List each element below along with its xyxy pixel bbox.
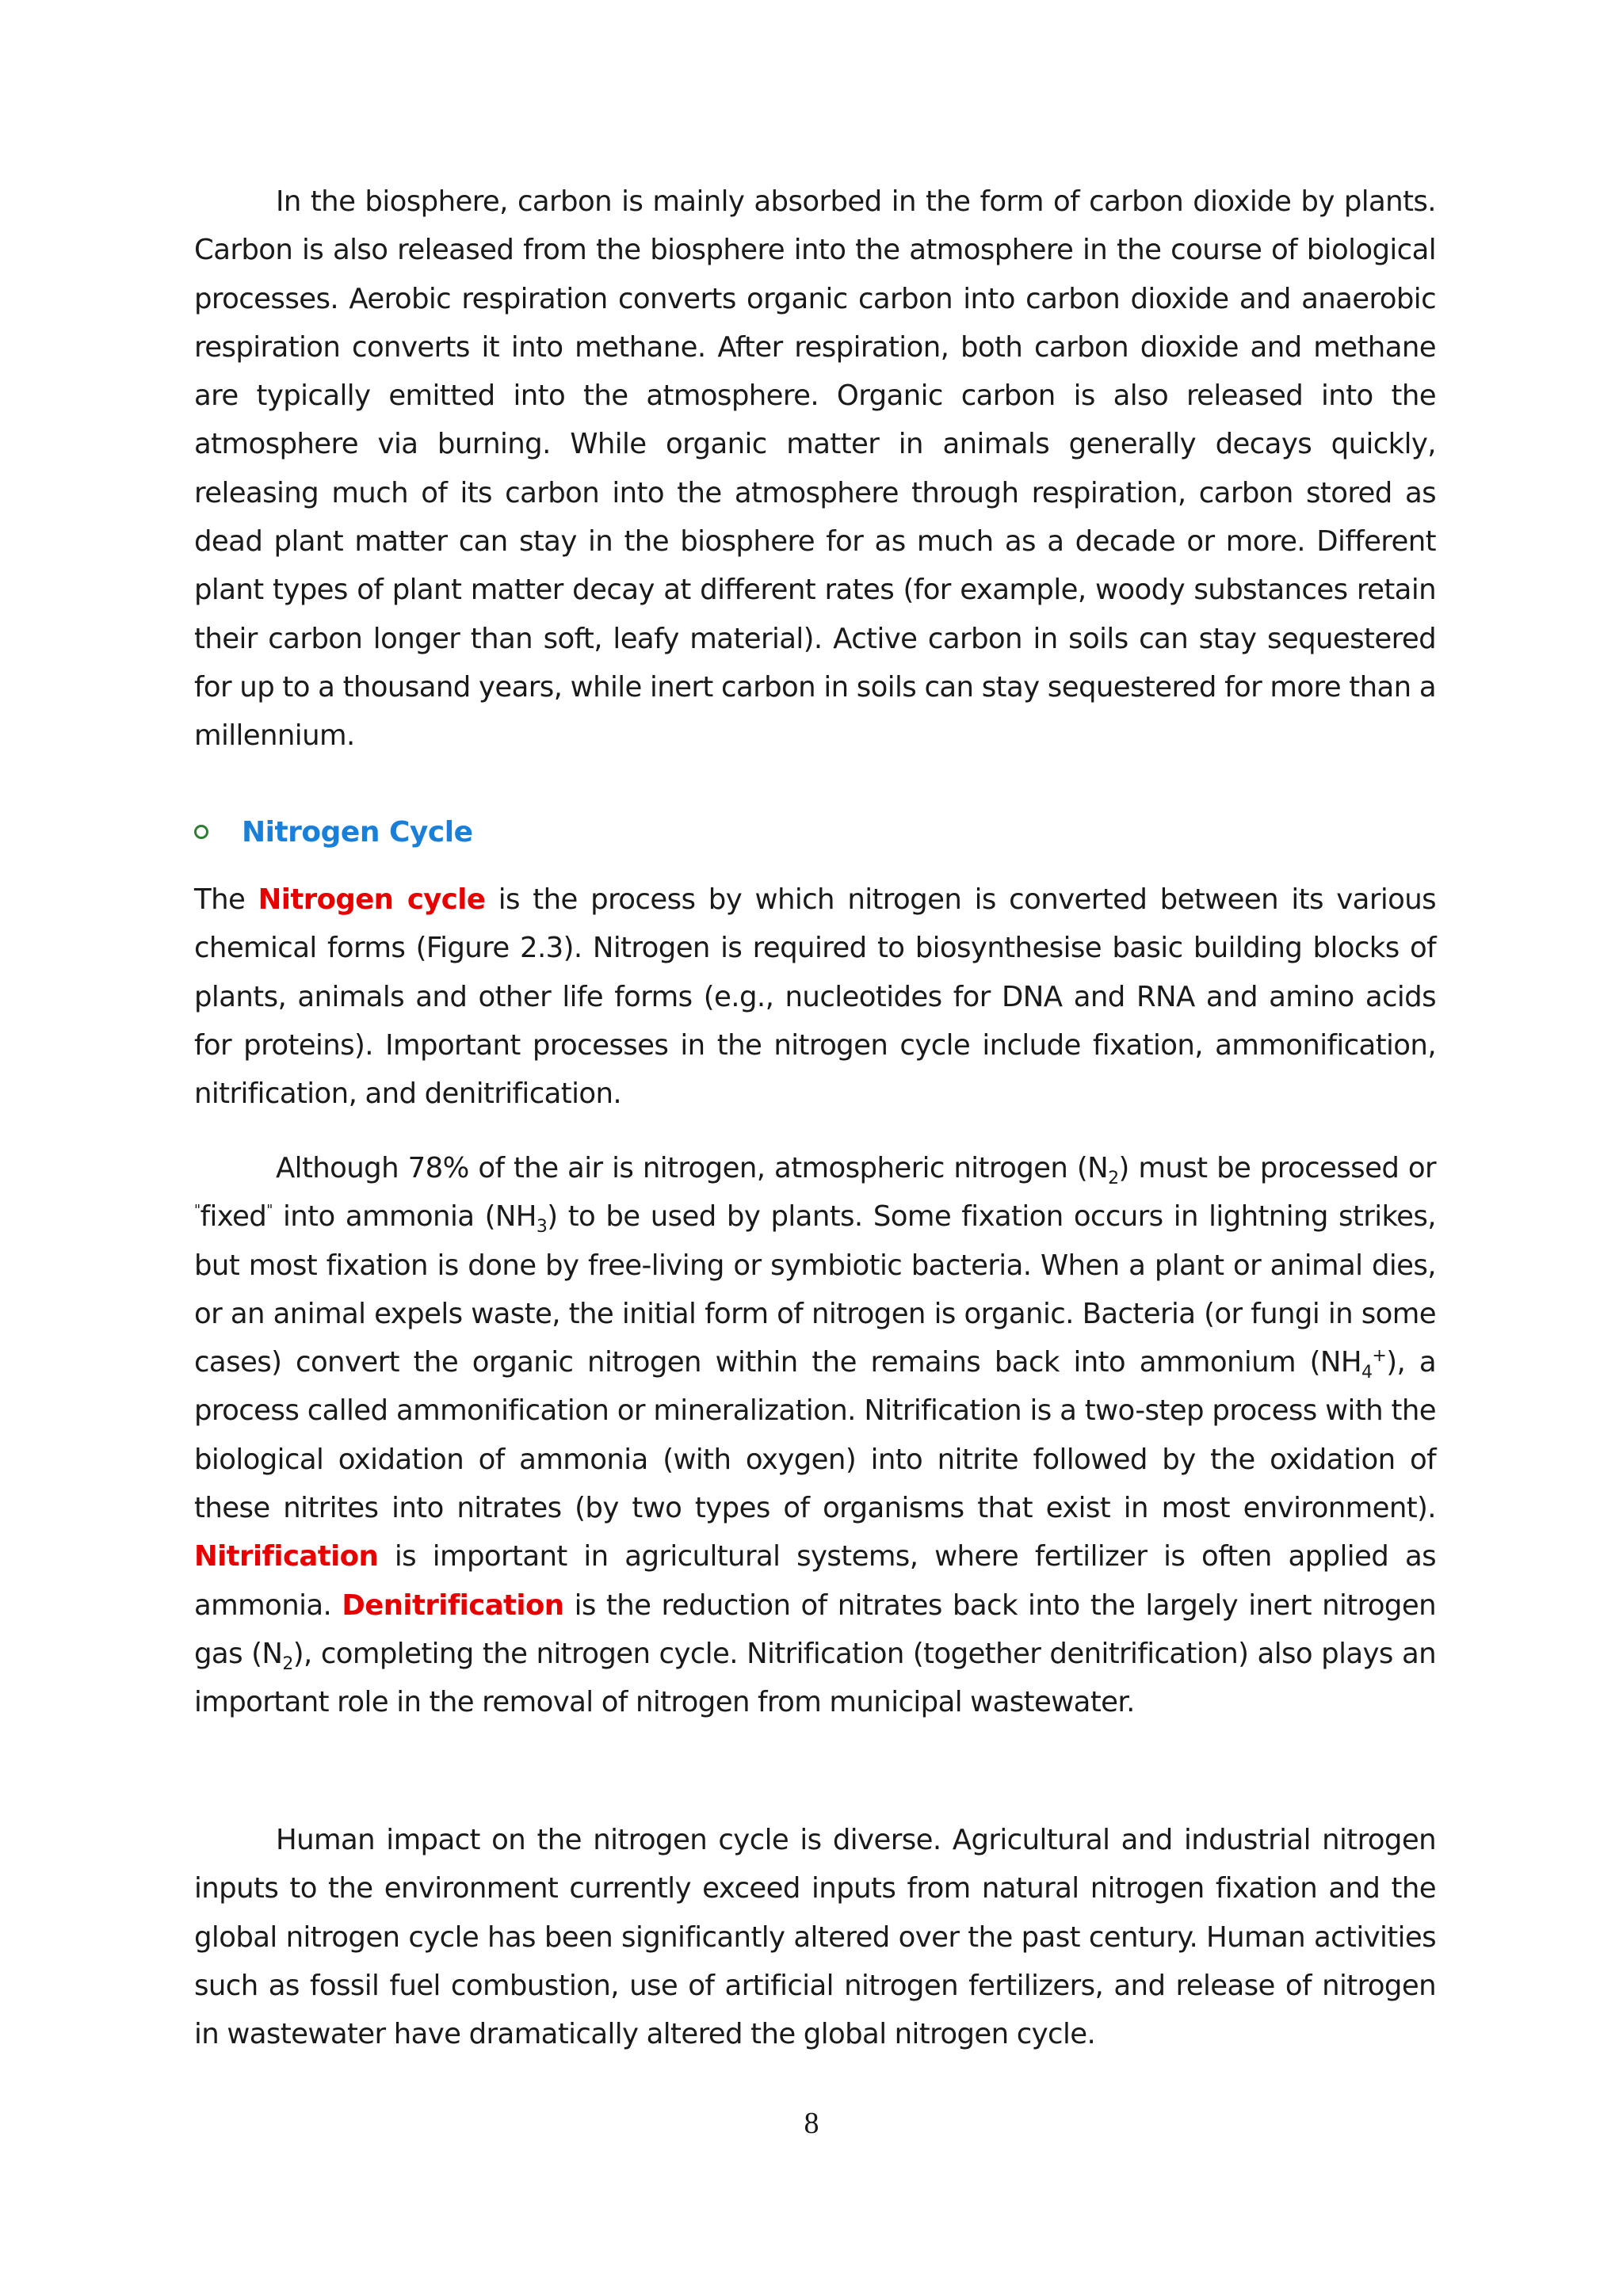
quote-mark: "	[266, 1203, 273, 1219]
circle-bullet-icon	[194, 825, 208, 839]
section-heading-nitrogen-cycle	[194, 808, 473, 856]
subscript: 4	[1361, 1363, 1373, 1383]
carbon-paragraph: In the biosphere, carbon is mainly absorbed in the form of carbon dioxide by plants. Carbon is also released from the biosphere into the atmosphere in the course of biological processes. Aerobic respiration converts organic carbon into carbon dioxide and anaerobic respiration converts it into methane. After respiration, both carbon dioxide and methane are typically emitted into the atmosphere. Organic carbon is also released into the atmosphere via burning. While organic matter in animals generally decays quickly, releasing much of its carbon into the atmosphere through respiration, carbon stored as dead plant matter can stay in the biosphere for as much as a decade or more. Different plant types of plant matter decay at different rates (for example, woody substances retain their carbon longer than soft, leafy material). Active carbon in soils can stay sequestered for up to a thousand years, while inert carbon in soils can stay sequestered for more than a millennium.	[194, 185, 1436, 753]
text-run: fixed	[200, 1200, 267, 1234]
human-impact-paragraph: Human impact on the nitrogen cycle is diverse. Agricultural and industrial nitrogen inputs to the environment currently exceed inputs from natural nitrogen fixation and the global nitrogen cycle has been significantly altered over the past century. Human activities such as fossil fuel combustion, use of artificial nitrogen fertilizers, and release of nitrogen in wastewater have dramatically altered the global nitrogen cycle.	[194, 1824, 1436, 2051]
text-run: is the process by which nitrogen is converted between its various chemical forms (Figure 2.3). Nitrogen is required to biosynthesise basic building blocks of plants, animals and other life forms (e.g., nucleotides for DNA and RNA and amino acids for proteins). Important processes in the nitrogen cycle include fixation, ammonification, nitrification, and denitrification.	[194, 883, 1436, 1111]
text-run: into ammonia (NH	[272, 1200, 537, 1234]
text-run: is important in agricultural systems, where fertilizer is often applied as ammonia.	[194, 1540, 1436, 1622]
quote-mark: "	[194, 1203, 200, 1219]
superscript: +	[1372, 1346, 1387, 1367]
text-run: ), completing the nitrogen cycle. Nitrification (together denitrification) also plays an important role in the removal of nitrogen from municipal wastewater.	[194, 1637, 1437, 1719]
subscript: 2	[1108, 1169, 1119, 1189]
text-run: Although 78% of the air is nitrogen, atmospheric nitrogen (N	[276, 1152, 1109, 1184]
text-run: ) must be processed or	[1118, 1152, 1436, 1184]
key-term-denitrification: Denitrification	[342, 1589, 564, 1622]
text-run: ), a process called ammonification or mineralization. Nitrification is a two-step process with the biological oxidation of ammonia (with oxygen) into nitrite followed by the oxidation of these nitrites into nitrates (by two types of organisms that exist in most environment).	[194, 1346, 1436, 1525]
subscript: 2	[282, 1654, 293, 1675]
subscript: 3	[536, 1217, 548, 1238]
key-term-nitrogen-cycle: Nitrogen cycle	[258, 883, 486, 916]
text-run: The	[194, 883, 258, 916]
nitrogen-fixation-paragraph	[194, 1144, 1436, 1727]
text-run: is the reduction of nitrates back into the largely inert nitrogen gas (N	[194, 1589, 1436, 1670]
text-run: ) to be used by plants. Some fixation occurs in lightning strikes, but most fixation is done by free-living or symbiotic bacteria. When a plant or animal dies, or an animal expels waste, the initial form of nitrogen is organic. Bacteria (or fungi in some cases) convert the organic nitrogen within the remains back into ammonium (NH	[194, 1200, 1436, 1379]
key-term-nitrification: Nitrification	[194, 1540, 379, 1573]
nitrogen-definition-paragraph	[194, 875, 1436, 1118]
section-heading-text: Nitrogen Cycle	[242, 815, 473, 849]
page-number: 8	[804, 2107, 819, 2140]
